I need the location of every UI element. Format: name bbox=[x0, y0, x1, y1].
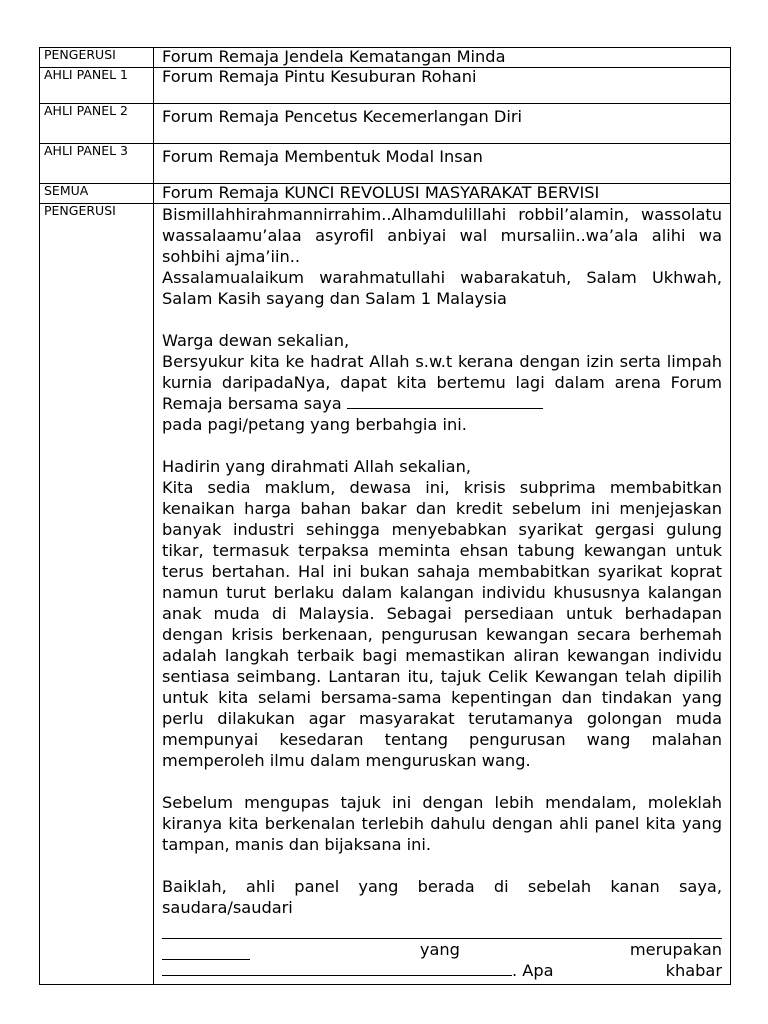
apa-khabar-line bbox=[162, 960, 722, 981]
merupakan-word: merupakan bbox=[629, 940, 722, 959]
topic-cell: Forum Remaja Pintu Kesuburan Rohani bbox=[154, 68, 731, 104]
warga-line: Warga dewan sekalian, bbox=[162, 331, 350, 350]
short-blank bbox=[162, 944, 250, 960]
sebelum-paragraph: Sebelum mengupas tajuk ini dengan lebih mendalam, moleklah kiranya kita berkenalan terlebih dahulu dengan ahli panel kita yang tampan, manis dan bijaksana ini. bbox=[162, 793, 722, 854]
table-row bbox=[40, 144, 731, 184]
script-table bbox=[39, 47, 731, 985]
hadirin-line: Hadirin yang dirahmati Allah sekalian, bbox=[162, 457, 472, 476]
panel-name-blank bbox=[162, 919, 722, 939]
khabar-word: khabar bbox=[665, 961, 722, 980]
topic-cell: Forum Remaja Membentuk Modal Insan bbox=[154, 144, 731, 184]
role-cell: PENGERUSI bbox=[40, 204, 154, 985]
merupakan-line bbox=[162, 939, 722, 960]
opening-paragraph: Bismillahhirahmannirrahim..Alhamdulillahi robbil’alamin, wassolatu wassalaamu’alaa asyrofil anbiyai wal mursaliin..wa’ala alihi wa sohbihi ajma’iin.. bbox=[162, 205, 722, 266]
role-blank bbox=[162, 960, 512, 976]
krisis-paragraph: Kita sedia maklum, dewasa ini, krisis subprima membabitkan kenaikan harga bahan bakar dan kredit sebelum ini menjejaskan banyak industri sehingga menyebabkan syarikat gergasi gulung tikar, termasuk terpaksa meminta ehsan tabung kewangan untuk terus bertahan. Hal ini bukan sahaja membabitkan syarikat koprat namun turut berlaku dalam kalangan individu khususnya kalangan anak muda di Malaysia. Sebagai persediaan untuk berhadapan dengan krisis berkenaan, pengurusan kewangan secara berhemah adalah langkah terbaik bagi memastikan aliran kewangan individu sentiasa seimbang. Lantaran itu, tajuk Celik Kewangan telah dipilih untuk kita selami bersama-sama kepentingan dan tindakan yang perlu dilakukan agar masyarakat terutamanya golongan muda mempunyai kesedaran tentang pengurusan wang malahan memperoleh ilmu dalam menguruskan wang. bbox=[162, 478, 722, 770]
apa-word: . Apa bbox=[512, 961, 554, 980]
bersyukur-end: pada pagi/petang yang berbahgia ini. bbox=[162, 415, 467, 434]
greeting-paragraph: Assalamualaikum warahmatullahi wabarakatuh, Salam Ukhwah, Salam Kasih sayang dan Salam 1 Malaysia bbox=[162, 268, 722, 308]
table-row bbox=[40, 48, 731, 68]
table-row bbox=[40, 68, 731, 104]
speech-row bbox=[40, 204, 731, 985]
bersyukur-paragraph bbox=[162, 351, 722, 435]
name-blank bbox=[347, 393, 543, 409]
bersyukur-text: Bersyukur kita ke hadrat Allah s.w.t kerana dengan izin serta limpah kurnia daripadaNya, dapat kita bertemu lagi dalam arena Forum Remaja bersama saya bbox=[162, 352, 722, 413]
role-cell: AHLI PANEL 2 bbox=[40, 104, 154, 144]
topic-cell: Forum Remaja Pencetus Kecemerlangan Diri bbox=[154, 104, 731, 144]
role-cell: PENGERUSI bbox=[40, 48, 154, 68]
role-cell: SEMUA bbox=[40, 184, 154, 204]
speech-cell bbox=[154, 204, 731, 985]
role-cell: AHLI PANEL 1 bbox=[40, 68, 154, 104]
topic-cell: Forum Remaja KUNCI REVOLUSI MASYARAKAT BERVISI bbox=[154, 184, 731, 204]
role-cell: AHLI PANEL 3 bbox=[40, 144, 154, 184]
apa-group bbox=[162, 960, 554, 981]
table-row bbox=[40, 104, 731, 144]
table-row bbox=[40, 184, 731, 204]
yang-word: yang bbox=[419, 940, 460, 959]
topic-cell: Forum Remaja Jendela Kematangan Minda bbox=[154, 48, 731, 68]
forum-script-page bbox=[39, 47, 731, 985]
baiklah-paragraph: Baiklah, ahli panel yang berada di sebelah kanan saya, saudara/saudari bbox=[162, 877, 722, 917]
